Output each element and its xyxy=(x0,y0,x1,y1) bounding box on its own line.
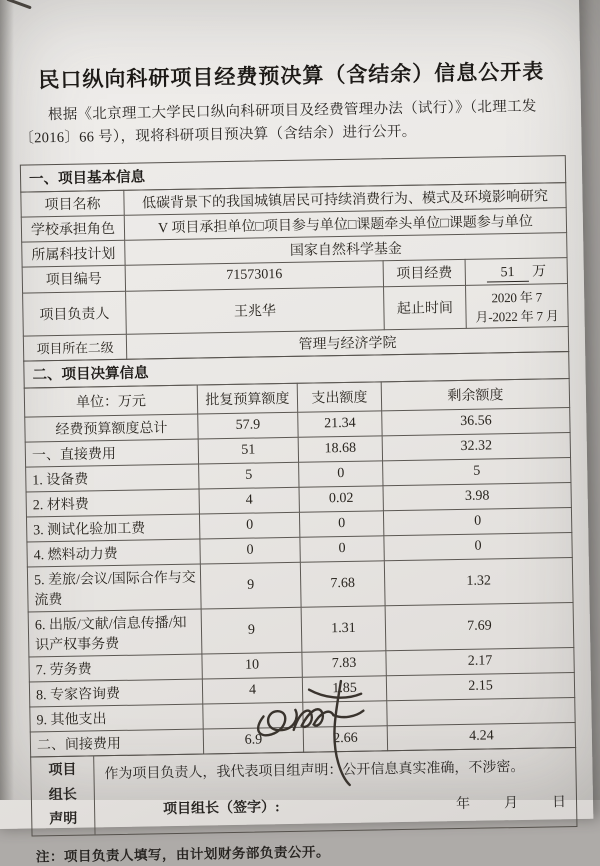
remaining-amount: 32.32 xyxy=(382,432,570,460)
footer-note: 注：项目负责人填写，由计划财务部负责公开。 xyxy=(35,844,331,865)
approved-amount: 57.9 xyxy=(198,412,298,439)
row-label: 4. 燃料动力费 xyxy=(27,539,200,567)
col-header-spent: 支出额度 xyxy=(297,382,381,412)
spent-amount: 7.68 xyxy=(300,561,385,607)
spent-amount: 1.85 xyxy=(302,676,386,702)
row-label: 经费预算额度总计 xyxy=(25,414,198,442)
period-label: 起止时间 xyxy=(384,285,467,329)
section-budget-title: 二、项目决算信息 xyxy=(23,351,569,389)
pi-label: 项目负责人 xyxy=(23,291,127,336)
spent-amount: 0.02 xyxy=(299,486,383,512)
spent-amount: 2.66 xyxy=(303,726,387,752)
approved-amount xyxy=(203,702,303,729)
remaining-amount xyxy=(387,697,575,725)
declaration-body xyxy=(94,748,576,834)
approved-amount: 4 xyxy=(199,487,299,514)
approved-amount: 9 xyxy=(200,562,301,609)
project-no-label: 项目编号 xyxy=(22,265,125,293)
remaining-amount: 0 xyxy=(384,532,572,560)
spent-amount: 0 xyxy=(300,536,384,562)
approved-amount: 5 xyxy=(199,462,299,489)
pi-value: 王兆华 xyxy=(126,287,385,334)
project-name-label: 项目名称 xyxy=(21,190,124,217)
remaining-amount: 36.56 xyxy=(382,407,570,435)
budget-table xyxy=(24,378,576,757)
row-label: 二、间接费用 xyxy=(30,729,203,757)
period-value: 2020 年 7 月-2022 年 7 月 xyxy=(466,283,569,328)
declaration-label-line: 项目 xyxy=(48,762,77,779)
signature-line xyxy=(105,791,566,819)
approved-amount: 51 xyxy=(198,437,298,464)
intro-paragraph: 根据《北京理工大学民口纵向科研项目及经费管理办法（试行）》（北理工发〔2016〕66 号），现将科研项目预决算（含结余）进行公开。 xyxy=(19,98,537,147)
declaration-statement: 作为项目负责人，我代表项目组声明：公开信息真实准确，不涉密。 xyxy=(104,759,525,783)
row-label: 3. 测试化验加工费 xyxy=(26,514,199,542)
funding-unit: 万 xyxy=(531,264,547,280)
approved-amount: 6.9 xyxy=(203,727,303,754)
funding-amount: 51 xyxy=(486,265,528,283)
declaration-box xyxy=(30,747,577,837)
declaration-label-line: 声明 xyxy=(49,811,78,828)
remaining-amount: 2.15 xyxy=(386,672,574,700)
row-label: 一、直接费用 xyxy=(25,439,198,467)
school-role-label: 学校承担角色 xyxy=(21,215,124,242)
declaration-label-line: 组长 xyxy=(48,787,77,803)
remaining-amount: 2.17 xyxy=(386,647,574,675)
funding-value xyxy=(465,257,567,285)
photo-left-shadow xyxy=(0,0,14,800)
remaining-amount: 7.69 xyxy=(385,602,574,650)
page-title: 民口纵向科研项目经费预决算（含结余）信息公开表 xyxy=(38,60,545,93)
approved-amount: 4 xyxy=(202,677,302,704)
approved-amount: 0 xyxy=(200,537,300,564)
section-basic-info-title: 一、项目基本信息 xyxy=(20,155,566,193)
signature-space xyxy=(280,808,456,811)
sign-label: 项目组长（签字）: xyxy=(162,799,280,818)
document-content xyxy=(17,0,578,865)
declaration-label xyxy=(31,756,95,835)
col-header-approved: 批复预算额度 xyxy=(197,383,297,414)
school-role-value: V 项目承担单位□项目参与单位□课题牵头单位□课题参与单位 xyxy=(124,207,566,240)
basic-info-table xyxy=(20,182,569,362)
approved-amount: 10 xyxy=(202,652,302,679)
row-label: 7. 劳务费 xyxy=(29,654,202,682)
spent-amount: 0 xyxy=(299,461,383,487)
date-month-label: 月 xyxy=(503,795,519,812)
project-no-value: 71573016 xyxy=(125,261,383,291)
approved-amount: 0 xyxy=(199,512,299,539)
dept-label: 项目所在二级 xyxy=(23,334,126,361)
approved-amount: 9 xyxy=(201,607,302,654)
remaining-amount: 0 xyxy=(383,507,571,535)
remaining-amount: 3.98 xyxy=(383,482,571,510)
col-header-remaining: 剩余额度 xyxy=(381,378,569,410)
remaining-amount: 1.32 xyxy=(384,557,573,605)
spent-amount: 7.83 xyxy=(302,651,386,677)
remaining-amount: 5 xyxy=(383,457,571,485)
program-value: 国家自然科学基金 xyxy=(125,232,567,265)
program-label: 所属科技计划 xyxy=(22,240,125,267)
spent-amount: 21.34 xyxy=(298,411,382,437)
dept-value: 管理与经济学院 xyxy=(126,326,568,359)
row-label: 8. 专家咨询费 xyxy=(29,679,202,707)
spent-amount xyxy=(303,701,387,727)
remaining-amount: 4.24 xyxy=(387,722,575,750)
date-day-label: 日 xyxy=(551,794,567,811)
row-label: 5. 差旅/会议/国际合作与交流费 xyxy=(27,564,201,612)
funding-label: 项目经费 xyxy=(383,259,465,286)
row-label: 2. 材料费 xyxy=(26,489,199,517)
spent-amount: 0 xyxy=(299,511,383,537)
row-label: 9. 其他支出 xyxy=(30,704,203,732)
col-header-unit: 单位：万元 xyxy=(24,385,197,417)
row-label: 6. 出版/文献/信息传播/知识产权事务费 xyxy=(28,609,202,657)
row-label: 1. 设备费 xyxy=(26,464,199,492)
spent-amount: 18.68 xyxy=(298,436,382,462)
date-year-label: 年 xyxy=(455,796,471,812)
project-name-value: 低碳背景下的我国城镇居民可持续消费行为、模式及环境影响研究 xyxy=(124,182,566,215)
spent-amount: 1.31 xyxy=(301,606,386,652)
